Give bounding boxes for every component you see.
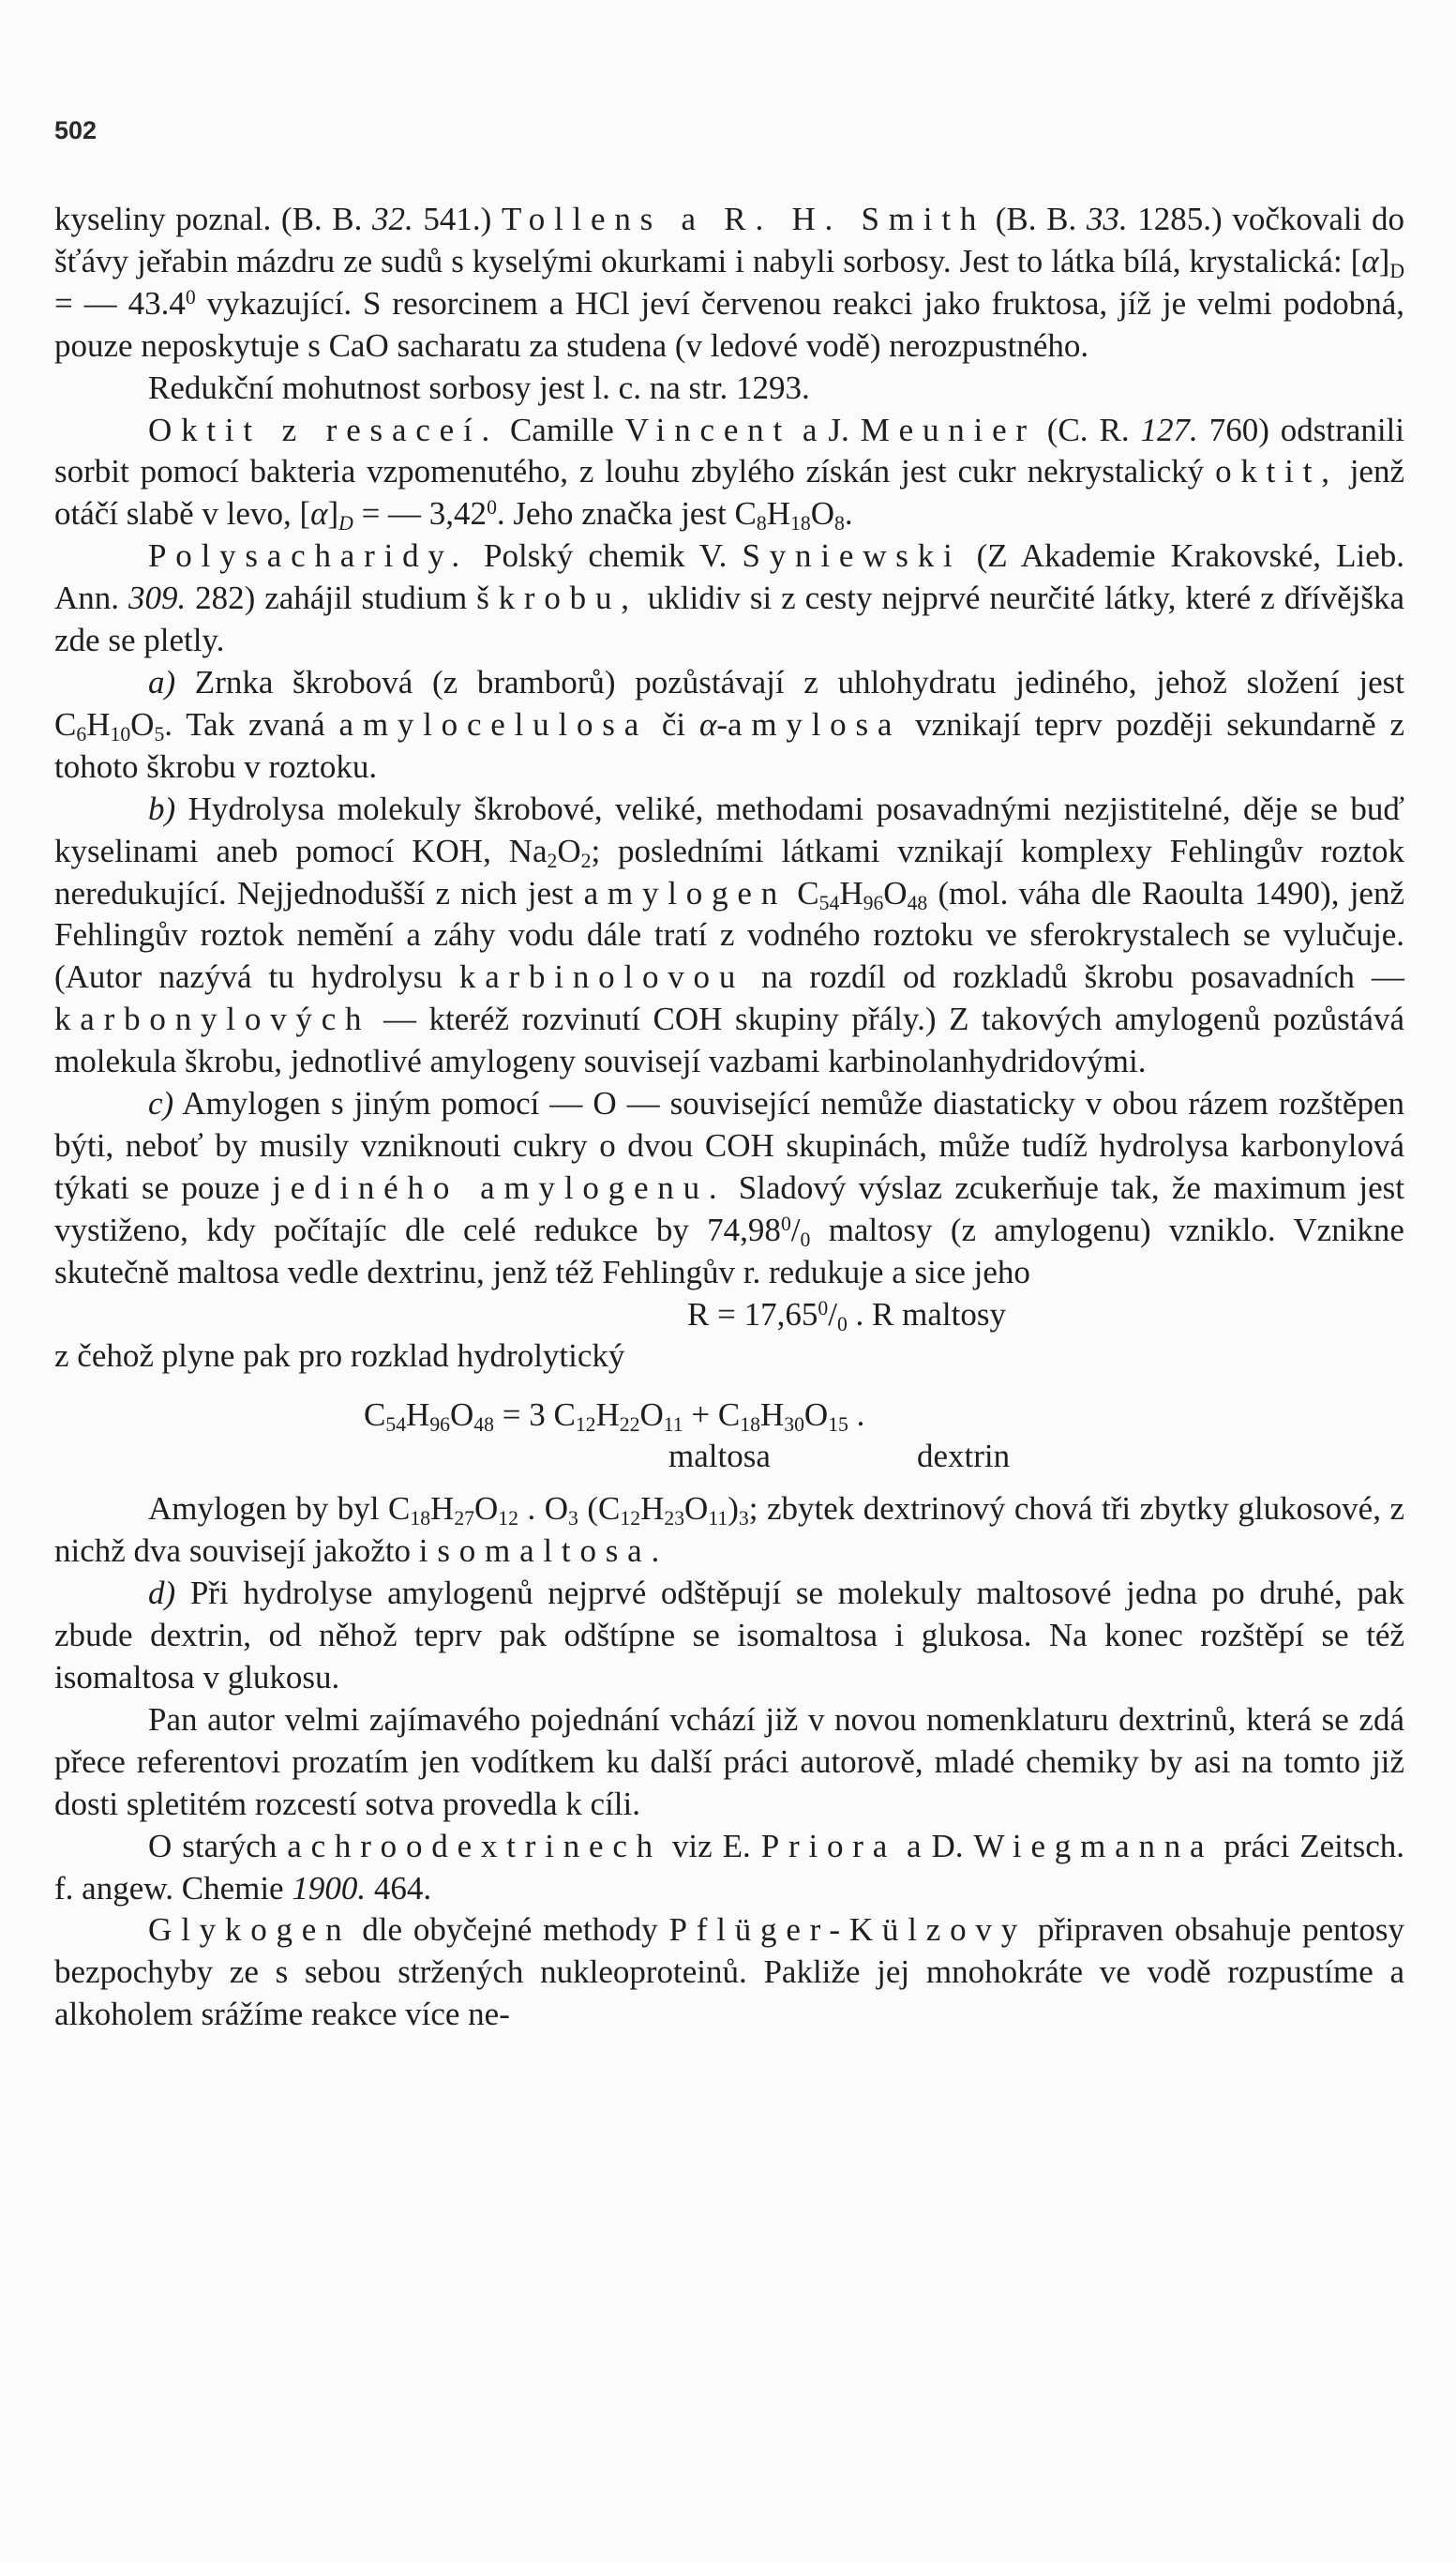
subscript: 8 [834,512,845,535]
text-run: O [639,1396,664,1434]
page-body [54,199,1404,2036]
text-run: R = 17,65 [687,1295,818,1333]
text-run: kyseliny poznal. (B. B. [54,201,373,237]
subscript: 0 [800,1228,811,1251]
text-run: d) [148,1575,176,1612]
text-run: 33. [1086,201,1128,237]
label-maltosa: maltosa [668,1438,771,1475]
subscript: 2 [547,849,558,872]
text-run: (C. R. [1035,411,1141,448]
text-run: H [406,1396,430,1434]
subscript: 15 [828,1413,848,1437]
text-run: ; zbytek dextrinový chová tři zbytky glukosové, z nichž dva souvisejí jakožto [54,1490,1405,1570]
text-run: a) [148,663,176,701]
text-run: H [766,495,791,533]
text-run: (Z Akademie Krakovské, Lieb. Ann. [54,537,1404,617]
emphasized-text: karbonylových [54,1001,371,1038]
subscript: 5 [154,722,165,746]
subscript: 23 [664,1507,685,1530]
text-run: ) [728,1490,739,1528]
text-run: 32. [372,201,413,237]
text-run: - [716,705,728,743]
text-run: O [684,1490,709,1528]
text-run: H [759,1396,785,1434]
text-run: ; posledními látkami vznikají komplexy Fehlingův roztok neredukující. Nejjednodušší z nich jest [54,832,1404,912]
text-run: Amylogen by byl C [148,1490,411,1528]
text-run: α [310,495,328,533]
subscript: 96 [863,891,884,914]
emphasized-text: jediného amylogenu. [272,1168,727,1206]
text-run: = 3 C [493,1396,576,1434]
subscript: 3 [738,1507,749,1530]
text-run: Amylogen s jiným pomocí — O — související nemůže diastaticky v obou rázem rozštěpen býti, neboť by musily vzniknouti cukry o dvou COH skupinách, může tudíž hydrolysa karbonylová týkati se pouze [54,1085,1404,1206]
emphasized-text: amylogen [583,874,788,912]
superscript: 0 [487,496,497,520]
subscript: 18 [740,1413,760,1437]
emphasized-text: Oktit z resaceí. [148,411,500,448]
text-run: c) [148,1085,174,1123]
subscript: 18 [410,1507,431,1530]
paragraph-amylogen [54,1488,1404,1573]
subscript: 8 [756,512,767,535]
emphasized-text: oktit, [1215,453,1339,490]
text-run: Polský chemik V. [468,537,743,575]
text-run: O [810,495,834,533]
emphasized-text: Syniewski [742,537,962,575]
emphasized-text: karbinolovou [458,958,745,996]
text-run: dle obyčejné methody [351,1911,669,1949]
text-run: . O [518,1490,569,1528]
text-run: 760) odstranili sorbit pomocí bakteria vzpomenutého, z louhu zbylého získán jest cukr nekrystalický [54,411,1404,490]
subscript: 96 [429,1413,451,1437]
text-run: . R maltosy [847,1295,1006,1333]
subscript: D [1389,259,1404,282]
paragraph-nomenclature [54,1699,1404,1826]
text-run: O [883,874,908,912]
text-run: ] [327,495,339,533]
subscript: 12 [620,1507,641,1530]
paragraph-item-a [54,662,1404,789]
text-run: 1285.) vočkovali do šťávy jeřabin mázdru ze sudů s kyselými okurkami i nabyli sorbosy. Jest to látka bílá, krystalická: [ [54,201,1404,279]
text-run: O starých [148,1827,288,1864]
text-run: C [787,874,819,912]
emphasized-text: Glykogen [148,1911,352,1949]
text-run: Pan autor velmi zajímavého pojednání vchází již v novou nomenklaturu dextrinů, která se zdá přece referentovi prozatím jen vodítkem ku další práci autorově, mladé chemiky by asi na tomto již dosti spletitém rozcestí sotva provedla k cíli. [54,1700,1404,1822]
subscript: D [338,512,353,535]
emphasized-text: Polysacharidy. [148,537,469,575]
paragraph-oktit [54,410,1404,536]
emphasized-text: Wiegmanna [973,1827,1214,1864]
text-run: . [848,1396,865,1434]
text-run: H [839,874,863,912]
subscript: 0 [836,1312,848,1335]
text-run: Redukční mohutnost sorbosy jest l. c. na str. 1293. [148,369,810,406]
text-run: z čehož plyne pak pro rozklad hydrolytický [54,1337,625,1375]
text-run: (mol. váha dle Raoulta 1490), jenž Fehlingův roztok nemění a záhy vodu dále tratí z vodného roztoku ve sferokrystalech se vylučuje. (Autor nazývá tu hydrolysu [54,874,1404,996]
emphasized-text: Priora [760,1827,897,1864]
text-run: jenž otáčí slabě v levo, [ [54,453,1405,533]
text-run: H [595,1396,620,1434]
subscript: 18 [790,512,811,535]
subscript: 54 [818,891,840,914]
paragraph-achroodextrins [54,1826,1404,1910]
text-run: práci Zeitsch. f. angew. Chemie [54,1827,1405,1907]
text-run: či [648,705,699,743]
text-run: . Jeho značka jest C [496,495,757,533]
text-run: O [557,832,581,869]
maltose-ratio-equation [54,1294,1404,1336]
text-run: . [844,495,853,533]
text-run: a D. [896,1827,974,1864]
superscript: 0 [780,1212,791,1235]
text-run: Při hydrolyse amylogenů nejprvé odštěpují se molekuly maltosové jedna po druhé, pak zbude dextrin, od něhož teprv pak odštípne se isomaltosa i glukosa. Na konec rozštěpí se též isomaltosa v glukosu. [54,1575,1404,1696]
text-run: Hydrolysa molekuly škrobové, veliké, methodami posavadnými nezjistitelné, děje se buď kyselinami aneb pomocí KOH, Na [54,790,1404,869]
text-run: . Tak zvaná [164,705,339,743]
subscript: 30 [784,1413,804,1437]
subscript: 12 [575,1413,596,1437]
text-run: maltosy (z amylogenu) vzniklo. Vznikne skutečně maltosa vedle dextrinu, jenž též Fehlingův r. redukuje a sice jeho [54,1211,1404,1290]
text-run: = — 43.4 [54,284,186,322]
subscript: 22 [619,1413,640,1437]
text-run: Sladový výslaz zcukerňuje tak, že maximum jest vystiženo, kdy počítajíc dle celé redukce by 74,98 [54,1168,1404,1248]
subscript: 11 [663,1413,683,1437]
text-run: b) [148,790,176,827]
subscript: 48 [473,1413,494,1437]
text-run: viz E. [661,1827,761,1864]
text-run: 464. [366,1869,432,1907]
text-run: 1900. [292,1869,367,1907]
subscript: 3 [568,1507,578,1530]
text-run: na rozdíl od rozkladů škrobu posavadních — [744,958,1404,996]
text-run: / [828,1295,837,1333]
emphasized-text: Vincent [624,411,791,448]
text-run: 309. [128,580,187,617]
subscript: 2 [580,849,592,872]
paragraph-item-c [54,1083,1404,1294]
text-run: O [450,1396,474,1434]
label-dextrin: dextrin [917,1438,1011,1475]
paragraph-glykogen [54,1909,1404,2036]
text-run: Camille [499,411,625,448]
text-run: (B. B. [985,201,1087,237]
text-run: a J. [791,411,861,448]
subscript: 54 [385,1413,407,1437]
subscript: 10 [110,722,131,746]
emphasized-text: isomaltosa. [418,1532,669,1570]
paragraph-polysacharidy [54,535,1404,662]
emphasized-text: škrobu, [476,580,638,617]
paragraph-item-d [54,1573,1404,1699]
text-run: + C [683,1396,741,1434]
text-run: Zrnka škrobová (z bramborů) pozůstávají z uhlohydratu jediného, jehož složení jest C [54,663,1404,743]
text-run: 127. [1140,411,1198,448]
text-run: uklidiv si z cesty nejprvé neurčité látky, které z dřívějška zde se pletly. [54,580,1405,659]
subscript: 6 [76,722,87,746]
superscript: 0 [185,285,196,309]
subscript: 48 [907,891,928,914]
paragraph-item-b [54,789,1404,1083]
text-run: O [803,1396,829,1434]
emphasized-text: amylosa [728,705,902,743]
emphasized-text: amylocelulosa [338,705,649,743]
text-run: ] [1378,242,1390,279]
text-run: / [790,1211,801,1248]
text-run: 541.) [413,201,502,237]
text-run: C [364,1396,386,1434]
subscript: 12 [498,1507,518,1530]
superscript: 0 [818,1296,829,1319]
text-run: vykazující. S resorcinem a HCl jeví červenou reakci jako fruktosa, jíž je velmi podobná, pouze neposkytuje s CaO sacharatu za studena (v ledové vodě) nerozpustného. [54,284,1404,364]
text-run: připraven obsahuje pentosy bezpochyby ze s sebou stržených nukleoproteinů. Pakliže jej mnohokráte ve vodě rozpustíme a alkoholem srážíme reakce více ne- [54,1911,1404,2033]
text-run: (C [578,1490,621,1528]
chemical-equation [54,1395,1404,1488]
paragraph-sorbosa [54,199,1404,368]
emphasized-text: Pflüger-Külzovy [668,1911,1027,1949]
subscript: 27 [454,1507,475,1530]
paragraph-reduction [54,368,1404,410]
page-number: 502 [54,116,98,144]
text-run: — kteréž rozvinutí COH skupiny přály.) Z takových amylogenů pozůstává molekula škrobu, jednotlivé amylogeny souvisejí vazbami karbinolanhydridovými. [54,1001,1404,1080]
text-run: vznikají teprv později sekundarně z tohoto škrobu v roztoku. [54,705,1404,785]
emphasized-text: achroodextrinech [287,1827,662,1864]
text-run: 282) zahájil studium [186,580,477,617]
emphasized-text: Tollens a R. H. Smith [501,201,986,237]
chemical-formula [364,1395,864,1437]
paragraph-hydrolysis-intro [54,1335,1404,1378]
text-run: α [698,705,717,743]
text-run: = — 3,42 [353,495,488,533]
text-run: H [86,705,111,743]
text-run: H [640,1490,665,1528]
emphasized-text: Meunier [860,411,1036,448]
text-run: α [1361,242,1379,279]
text-run: H [430,1490,455,1528]
subscript: 11 [708,1507,728,1530]
text-run: O [130,705,155,743]
text-run: O [474,1490,499,1528]
